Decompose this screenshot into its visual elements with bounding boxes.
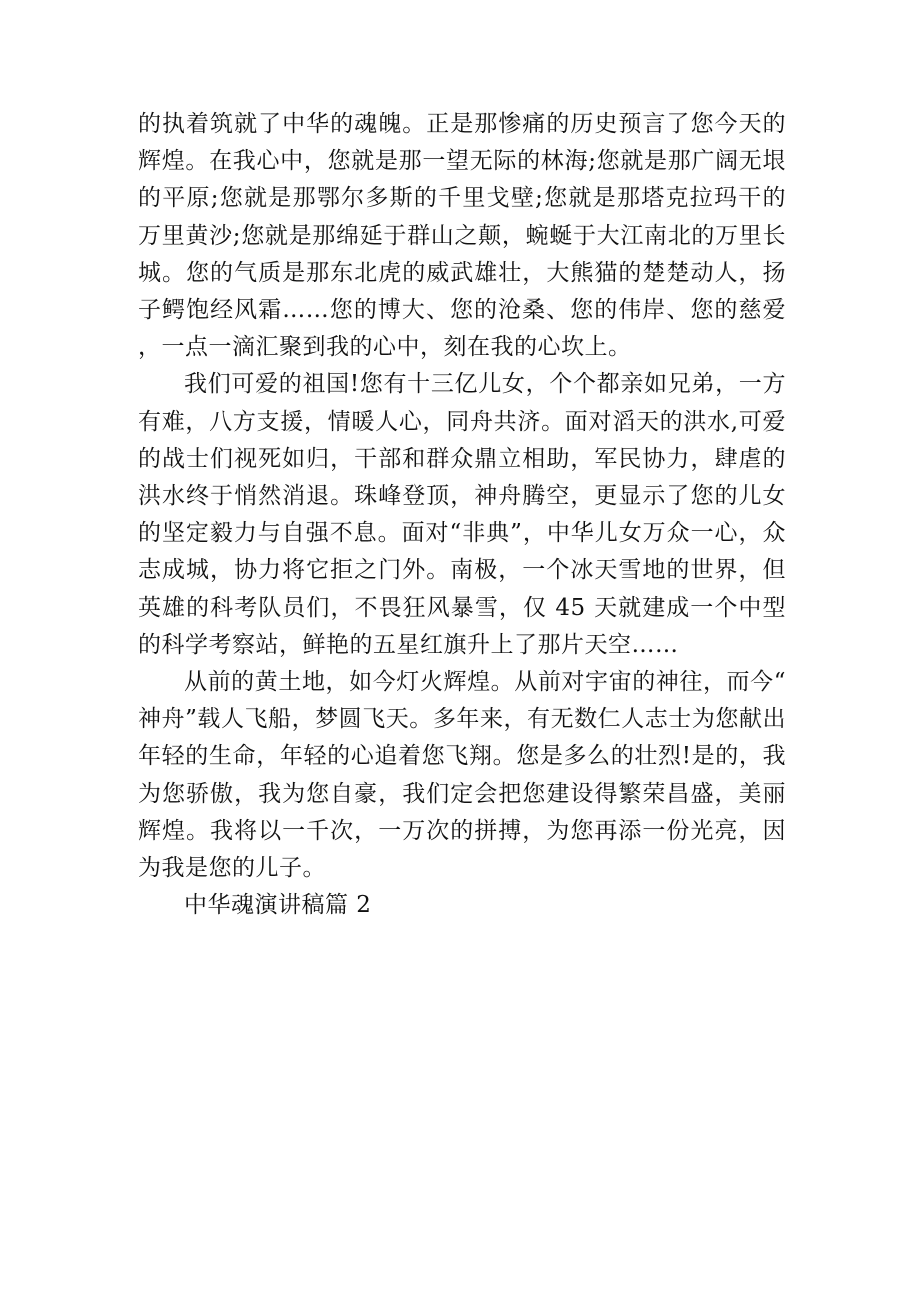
paragraph-motherland-children: 我们可爱的祖国!您有十三亿儿女，个个都亲如兄弟，一方有难，八方支援，情暖人心，同舟共济。面对滔天的洪水,可爱的战士们视死如归，干部和群众鼎立相助，军民协力，肆虐的洪水终于悄然消退。珠峰登顶，神舟腾空，更显示了您的儿女的坚定毅力与自强不息。面对“非典”，中华儿女万众一心，众志成城，协力将它拒之门外。南极，一个冰天雪地的世界，但英雄的科考队员们，不畏狂风暴雪，仅 45 天就建成一个中型的科学考察站，鲜艳的五星红旗升上了那片天空…… xyxy=(138,371,786,658)
paragraph-continued: 的执着筑就了中华的魂魄。正是那惨痛的历史预言了您今天的辉煌。在我心中，您就是那一望无际的林海;您就是那广阔无垠的平原;您就是那鄂尔多斯的千里戈壁;您就是那塔克拉玛干的万里黄沙;您就是那绵延于群山之颠，蜿蜒于大江南北的万里长城。您的气质是那东北虎的威武雄壮，大熊猫的楚楚动人，扬子鳄饱经风霜……您的博大、您的沧桑、您的伟岸、您的慈爱，一点一滴汇聚到我的心中，刻在我的心坎上。 xyxy=(138,111,786,361)
paragraph-yellow-earth: 从前的黄土地，如今灯火辉煌。从前对宇宙的神往，而今“神舟”载人飞船，梦圆飞天。多年来，有无数仁人志士为您献出年轻的生命，年轻的心追着您飞翔。您是多么的壮烈!是的，我为您骄傲，我为您自豪，我们定会把您建设得繁荣昌盛，美丽辉煌。我将以一千次，一万次的拼搏，为您再添一份光亮，因为我是您的儿子。 xyxy=(138,669,786,882)
document-body xyxy=(138,106,786,924)
section-heading: 中华魂演讲稿篇 2 xyxy=(184,892,372,919)
